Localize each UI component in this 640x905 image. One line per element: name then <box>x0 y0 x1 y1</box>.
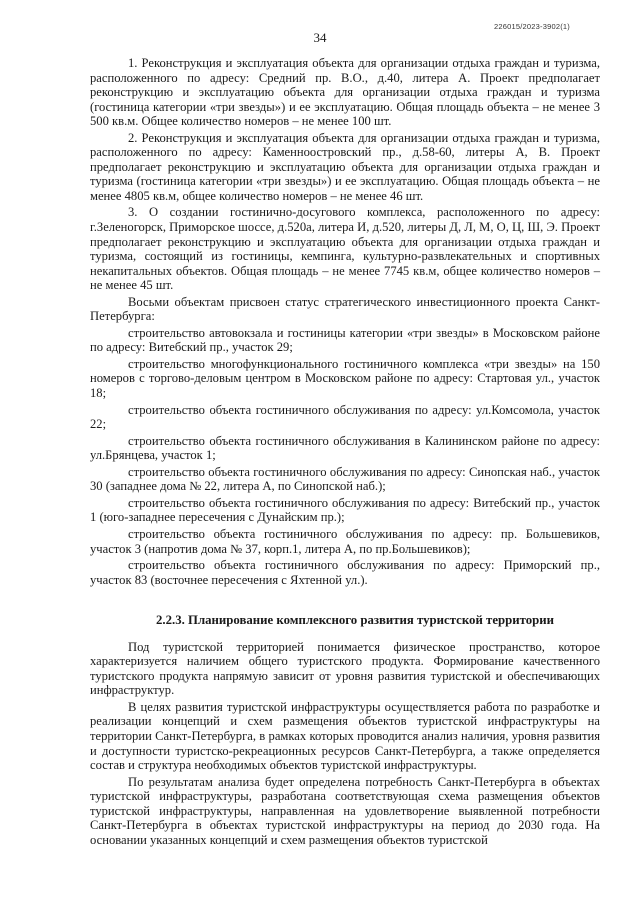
document-body <box>90 56 600 847</box>
paragraph: По результатам анализа будет определена потребность Санкт-Петербурга в объектах туристской инфраструктуры, разработана соответствующая схема размещения объектов туристской инфраструктуры, направленная на удовлетворение выявленной потребности Санкт-Петербурга в объектах туристской инфраструктуры на период до 2030 года. На основании указанных концепций и схем размещения объектов туристской <box>90 774 600 847</box>
paragraph: В целях развития туристской инфраструктуры осуществляется работа по разработке и реализации концепций и схем размещения объектов туристской инфраструктуры на территории Санкт-Петербурга, в рамках которых проводится анализ наличия, уровня развития и доступности туристско-рекреационных ресурсов Санкт-Петербурга, а также определяется состав и структура необходимых объектов туристской инфраструктуры. <box>90 699 600 773</box>
section-heading: 2.2.3. Планирование комплексного развития туристской территории <box>156 613 554 628</box>
paragraph: Под туристской территорией понимается физическое пространство, которое характеризуется наличием общего туристского продукта. Формирование качественного туристского продукта напрямую зависит от уровня развития туристской и обеспечивающих инфраструктур. <box>90 639 600 698</box>
document-number: 226015/2023-3902(1) <box>494 22 570 31</box>
paragraph: Восьми объектам присвоен статус стратегического инвестиционного проекта Санкт-Петербурга: <box>90 294 600 324</box>
list-item: строительство автовокзала и гостиницы категории «три звезды» в Московском районе по адресу: Витебский пр., участок 29; <box>90 325 600 355</box>
list-item: строительство объекта гостиничного обслуживания по адресу: Синопская наб., участок 30 (западнее дома № 22, литера А, по Синопской наб.); <box>90 464 600 494</box>
list-item: строительство многофункционального гостиничного комплекса «три звезды» на 150 номеров с торгово-деловым центром в Московском районе по адресу: Стартовая ул., участок 18; <box>90 356 600 401</box>
paragraph: 2. Реконструкция и эксплуатация объекта для организации отдыха граждан и туризма, расположенного по адресу: Каменноостровский пр., д.58-60, литеры А, В. Проект предполагает реконструкцию и эксплуатацию объекта для организации отдыха граждан и туризма (гостиница категории «три звезды») и ее эксплуатацию. Общая площадь объекта – не менее 4805 кв.м, общее количество номеров – не менее 46 шт. <box>90 130 600 203</box>
page-number: 34 <box>313 30 327 45</box>
list-item: строительство объекта гостиничного обслуживания по адресу: ул.Комсомола, участок 22; <box>90 402 600 432</box>
list-item: строительство объекта гостиничного обслуживания по адресу: Витебский пр., участок 1 (юго-западнее пересечения с Дунайским пр.); <box>90 495 600 525</box>
list-item: строительство объекта гостиничного обслуживания по адресу: пр. Большевиков, участок 3 (напротив дома № 37, корп.1, литера А, по пр.Большевиков); <box>90 526 600 556</box>
list-item: строительство объекта гостиничного обслуживания по адресу: Приморский пр., участок 83 (восточнее пересечения с Яхтенной ул.). <box>90 558 600 587</box>
paragraph: 3. О создании гостинично-досугового комплекса, расположенного по адресу: г.Зеленогорск, Приморское шоссе, д.520а, литера И, д.520, литеры Д, Л, М, О, Ц, Ш, Э. Проект предполагает реконструкцию и эксплуатацию объекта для организации отдыха граждан и туризма, состоящий из гостиницы, кемпинга, культурно-развлекательных и спортивных некапитальных объектов. Общая площадь – не менее 7745 кв.м, общее количество номеров – не менее 45 шт. <box>90 205 600 293</box>
paragraph: 1. Реконструкция и эксплуатация объекта для организации отдыха граждан и туризма, расположенного по адресу: Средний пр. В.О., д.40, литера А. Проект предполагает реконструкцию и эксплуатацию объекта для организации отдыха граждан и туризма (гостиница категории «три звезды») и ее эксплуатацию. Общая площадь объекта – не менее 3 500 кв.м. Общее количество номеров – не менее 100 шт. <box>90 56 600 129</box>
list-item: строительство объекта гостиничного обслуживания в Калининском районе по адресу: ул.Брянцева, участок 1; <box>90 433 600 463</box>
